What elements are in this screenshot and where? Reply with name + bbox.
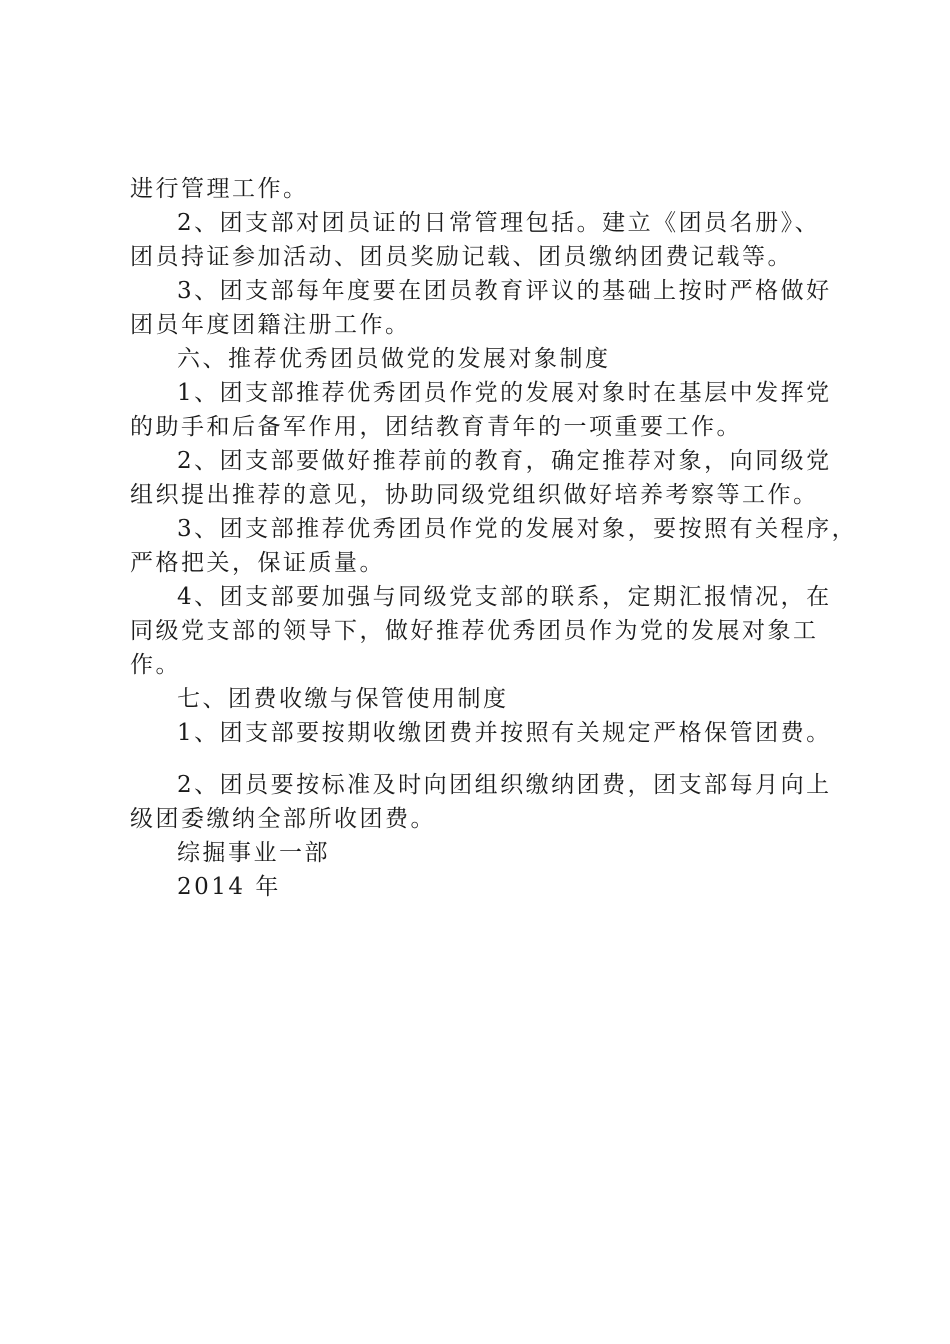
text-line: 团员年度团籍注册工作。 xyxy=(130,312,411,338)
text-line: 1、团支部推荐优秀团员作党的发展对象时在基层中发挥党 xyxy=(177,380,832,406)
signature-date: 2014 年 xyxy=(177,874,281,900)
text-line: 作。 xyxy=(130,652,181,678)
section-heading-six: 六、推荐优秀团员做党的发展对象制度 xyxy=(177,346,611,372)
text-line: 严格把关，保证质量。 xyxy=(130,550,385,576)
text-line: 2、团支部要做好推荐前的教育，确定推荐对象，向同级党 xyxy=(177,448,832,474)
document-body xyxy=(130,172,858,904)
text-line: 2、团支部对团员证的日常管理包括。建立《团员名册》、 xyxy=(177,210,821,236)
section-heading-seven: 七、团费收缴与保管使用制度 xyxy=(177,686,509,712)
text-line: 级团委缴纳全部所收团费。 xyxy=(130,806,436,832)
text-line: 进行管理工作。 xyxy=(130,176,309,202)
text-line: 2、团员要按标准及时向团组织缴纳团费，团支部每月向上 xyxy=(177,772,832,798)
text-line: 组织提出推荐的意见，协助同级党组织做好培养考察等工作。 xyxy=(130,482,819,508)
signature-department: 综掘事业一部 xyxy=(177,840,330,866)
text-line: 团员持证参加活动、团员奖励记载、团员缴纳团费记载等。 xyxy=(130,244,793,270)
text-line: 4、团支部要加强与同级党支部的联系，定期汇报情况，在 xyxy=(177,584,832,610)
text-line: 3、团支部推荐优秀团员作党的发展对象，要按照有关程序， xyxy=(177,516,858,542)
text-line: 的助手和后备军作用，团结教育青年的一项重要工作。 xyxy=(130,414,742,440)
text-line: 同级党支部的领导下，做好推荐优秀团员作为党的发展对象工 xyxy=(130,618,819,644)
paragraph-spacer xyxy=(130,750,835,768)
text-line: 1、团支部要按期收缴团费并按照有关规定严格保管团费。 xyxy=(177,720,832,746)
text-line: 3、团支部每年度要在团员教育评议的基础上按时严格做好 xyxy=(177,278,832,304)
